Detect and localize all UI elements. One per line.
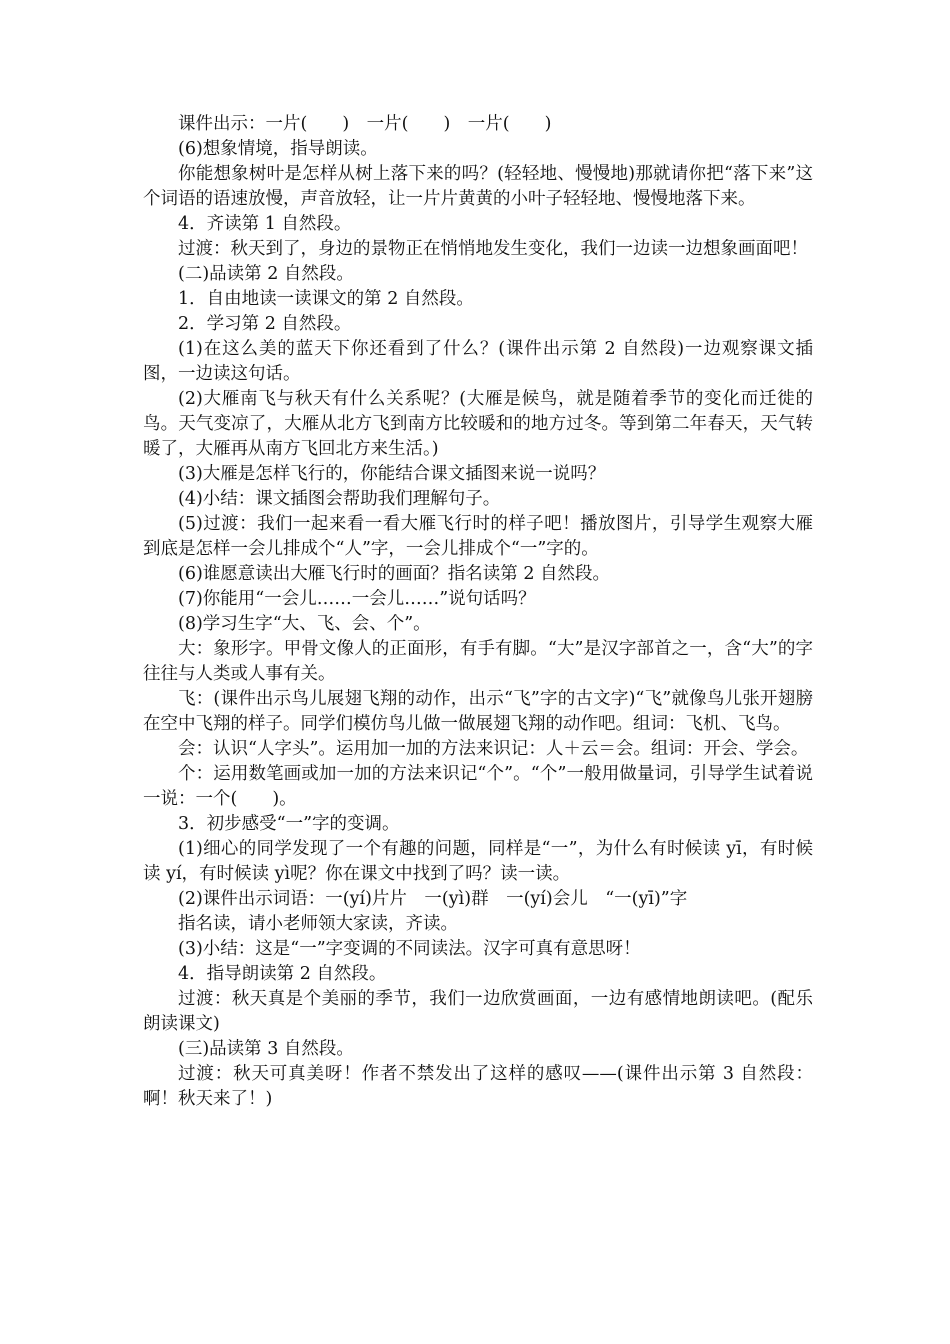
transition-paragraph: 过渡：秋天到了，身边的景物正在悄悄地发生变化，我们一边读一边想象画面吧！ — [178, 239, 808, 259]
body-paragraph: (6)谁愿意读出大雁飞行时的画面？指名读第 2 自然段。 — [178, 564, 611, 584]
body-paragraph: (4)小结：课文插图会帮助我们理解句子。 — [178, 489, 501, 509]
transition-paragraph: 过渡：秋天可真美呀！作者不禁发出了这样的感叹——(课件出示第 3 自然段：啊！秋天来了！) — [143, 1064, 813, 1109]
body-paragraph: 你能想象树叶是怎样从树上落下来的吗？(轻轻地、慢慢地)那就请你把“落下来”这个词语的语速放慢，声音放轻，让一片片黄黄的小叶子轻轻地、慢慢地落下来。 — [143, 164, 813, 209]
courseware-prompt-paragraph: 课件出示：一片( ) 一片( ) 一片( ) — [178, 114, 552, 134]
section-heading: (二)品读第 2 自然段。 — [178, 264, 354, 284]
character-note: 大：象形字。甲骨文像人的正面形，有手有脚。“大”是汉字部首之一，含“大”的字往往与人类或人事有关。 — [143, 639, 813, 684]
body-paragraph: (8)学习生字“大、飞、会、个”。 — [178, 614, 431, 634]
step-heading: 2．学习第 2 自然段。 — [178, 314, 352, 334]
body-paragraph: 指名读，请小老师领大家读，齐读。 — [178, 914, 458, 934]
body-paragraph: (5)过渡：我们一起来看一看大雁飞行时的样子吧！播放图片，引导学生观察大雁到底是怎样一会儿排成个“人”字，一会儿排成个“一”字的。 — [143, 514, 813, 559]
character-note: 会：认识“人字头”。运用加一加的方法来识记：人＋云＝会。组词：开会、学会。 — [178, 739, 809, 759]
body-paragraph: (3)大雁是怎样飞行的，你能结合课文插图来说一说吗？ — [178, 464, 606, 484]
step-heading: 3．初步感受“一”字的变调。 — [178, 814, 400, 834]
character-note: 个：运用数笔画或加一加的方法来识记“个”。“个”一般用做量词，引导学生试着说一说：一个( )。 — [143, 764, 813, 809]
step-heading: 4．齐读第 1 自然段。 — [178, 214, 352, 234]
body-paragraph: (7)你能用“一会儿……一会儿……”说句话吗？ — [178, 589, 536, 609]
step-heading: 4．指导朗读第 2 自然段。 — [178, 964, 387, 984]
step-heading: (6)想象情境，指导朗读。 — [178, 139, 378, 159]
character-note: 飞：(课件出示鸟儿展翅飞翔的动作，出示“飞”字的古文字)“飞”就像鸟儿张开翅膀在空中飞翔的样子。同学们模仿鸟儿做一做展翅飞翔的动作吧。组词：飞机、飞鸟。 — [143, 689, 813, 734]
body-paragraph: (2)大雁南飞与秋天有什么关系呢？(大雁是候鸟，就是随着季节的变化而迁徙的鸟。天气变凉了，大雁从北方飞到南方比较暖和的地方过冬。等到第二年春天，天气转暖了，大雁再从南方飞回北方来生活。) — [143, 389, 813, 459]
step-heading: 1．自由地读一读课文的第 2 自然段。 — [178, 289, 474, 309]
body-paragraph: (2)课件出示词语：一(yí)片片 一(yì)群 一(yí)会儿 “一(yī)”字 — [178, 889, 688, 909]
body-paragraph: (3)小结：这是“一”字变调的不同读法。汉字可真有意思呀！ — [178, 939, 641, 959]
lesson-plan-body — [143, 112, 813, 1112]
body-paragraph: (1)细心的同学发现了一个有趣的问题，同样是“一”，为什么有时候读 yī，有时候读 yí，有时候读 yì呢？你在课文中找到了吗？读一读。 — [143, 839, 813, 884]
section-heading: (三)品读第 3 自然段。 — [178, 1039, 354, 1059]
transition-paragraph: 过渡：秋天真是个美丽的季节，我们一边欣赏画面，一边有感情地朗读吧。(配乐朗读课文) — [143, 989, 813, 1034]
body-paragraph: (1)在这么美的蓝天下你还看到了什么？(课件出示第 2 自然段)一边观察课文插图，一边读这句话。 — [143, 339, 813, 384]
